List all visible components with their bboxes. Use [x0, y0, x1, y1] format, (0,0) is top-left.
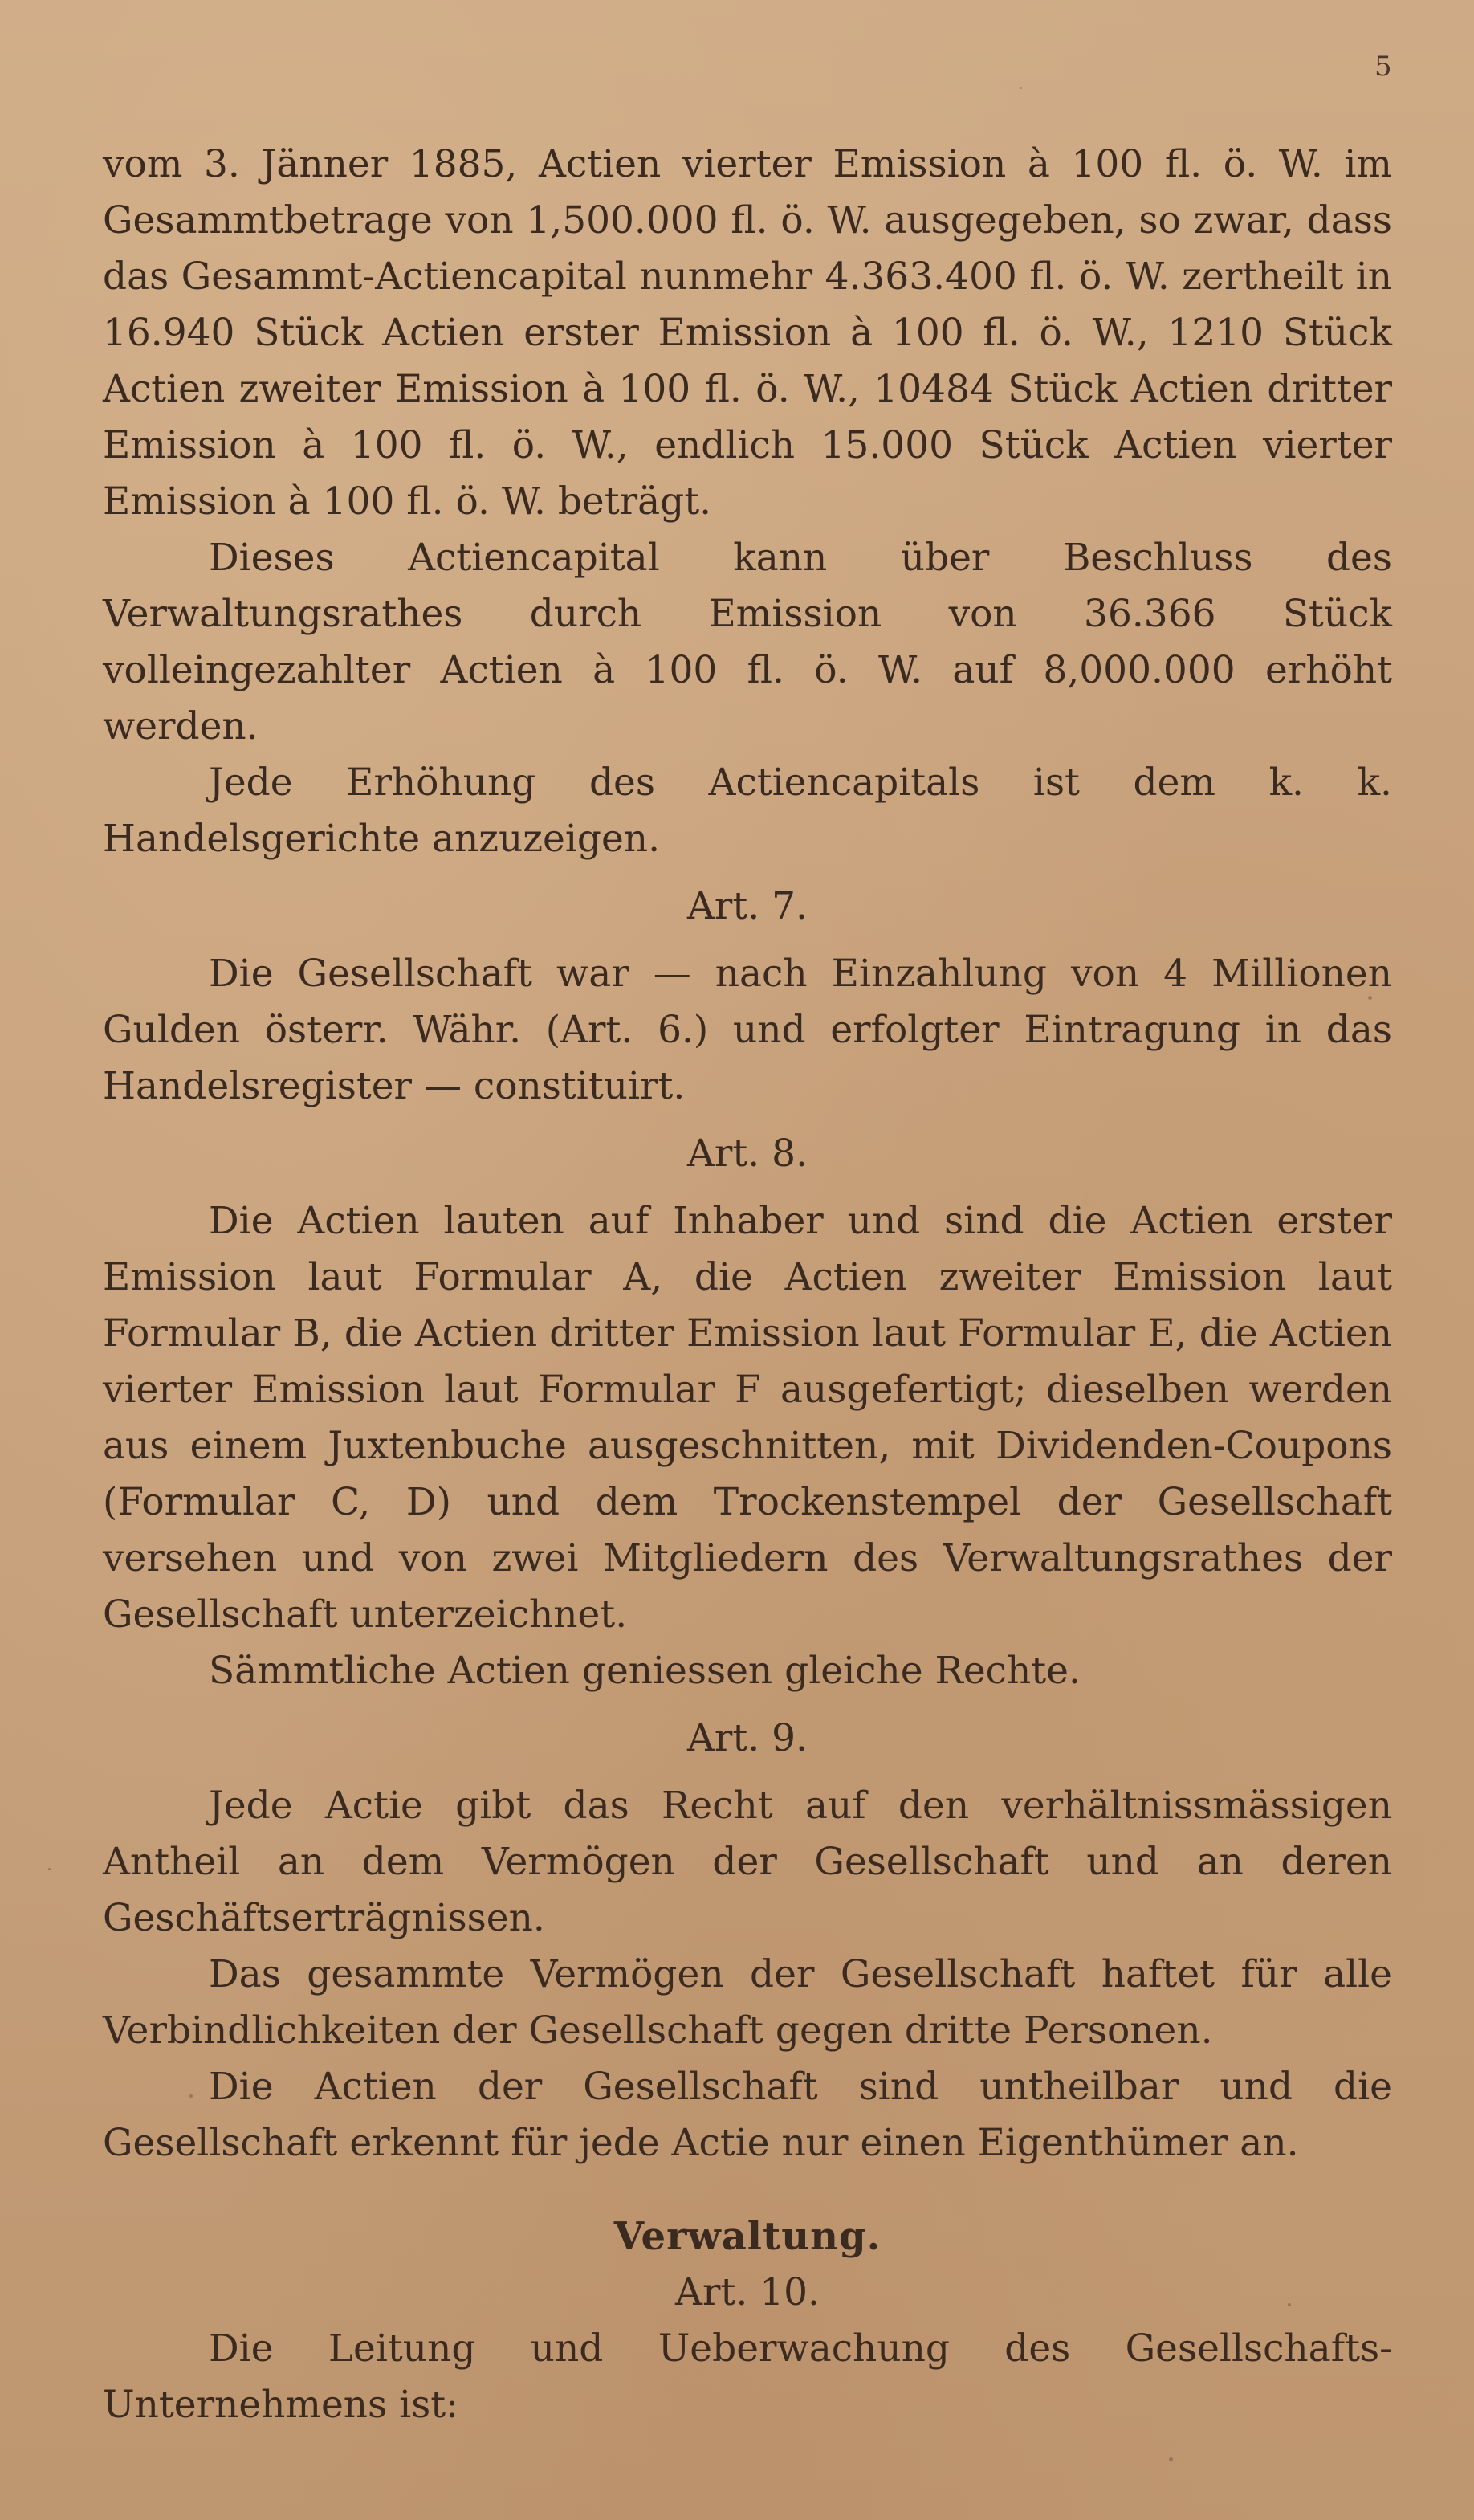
section-heading: Verwaltung. [613, 2214, 882, 2259]
page-body [103, 137, 1392, 2433]
paper-speck [1020, 87, 1022, 89]
paper-speck [331, 1041, 334, 1044]
paragraph: Dieses Actiencapital kann über Beschluss des Verwaltungsrathes durch Emission von 36.366 Stück volleingezahlter Actien à 100 fl. ö. W. auf 8,000.000 erhöht werden. [103, 536, 1392, 748]
paper-speck [1368, 996, 1372, 1000]
paper-speck [48, 1868, 51, 1870]
article-heading: Art. 8. [686, 1132, 808, 1176]
paragraph: Die Leitung und Ueberwachung des Gesellschafts-Unternehmens ist: [103, 2326, 1392, 2427]
paragraph: Jede Actie gibt das Recht auf den verhältnissmässigen Antheil an dem Vermögen der Gesellschaft und an deren Geschäftserträgnissen. [103, 1784, 1392, 1940]
paragraph: Die Gesellschaft war — nach Einzahlung von 4 Millionen Gulden österr. Währ. (Art. 6.) und erfolgter Eintragung in das Handelsregister — constituirt. [103, 952, 1392, 1108]
paragraph: Die Actien lauten auf Inhaber und sind die Actien erster Emission laut Formular A, die Actien zweiter Emission laut Formular B, die Actien dritter Emission laut Formular E, die Actien vierter Emission laut Formular F ausgefertigt; dieselben werden aus einem Juxtenbuche ausgeschnitten, mit Dividenden-Coupons (Formular C, D) und dem Trockenstempel der Gesellschaft versehen und von zwei Mitgliedern des Verwaltungsrathes der Gesellschaft unterzeichnet. [103, 1199, 1392, 1637]
paragraph: vom 3. Jänner 1885, Actien vierter Emission à 100 fl. ö. W. im Gesammtbetrage von 1,500.000 fl. ö. W. ausgegeben, so zwar, dass das Gesammt-Actiencapital nunmehr 4.363.400 fl. ö. W. zertheilt in 16.940 Stück Actien erster Emission à 100 fl. ö. W., 1210 Stück Actien zweiter Emission à 100 fl. ö. W., 10484 Stück Actien dritter Emission à 100 fl. ö. W., endlich 15.000 Stück Actien vierter Emission à 100 fl. ö. W. beträgt. [103, 142, 1392, 524]
article-heading: Art. 9. [686, 1716, 808, 1760]
article-heading: Art. 7. [686, 884, 808, 928]
paragraph: Jede Erhöhung des Actiencapitals ist dem k. k. Handelsgerichte anzuzeigen. [103, 760, 1392, 861]
article-heading: Art. 10. [675, 2270, 820, 2314]
paper-speck [1169, 2457, 1173, 2461]
page-number: 5 [1374, 51, 1392, 83]
paragraph: Das gesammte Vermögen der Gesellschaft haftet für alle Verbindlichkeiten der Gesellschaft gegen dritte Personen. [103, 1952, 1392, 2053]
paper-speck [1288, 2303, 1291, 2306]
paper-speck [189, 2094, 193, 2098]
paragraph: Sämmtliche Actien geniessen gleiche Rechte. [209, 1649, 1081, 1693]
paragraph: Die Actien der Gesellschaft sind untheilbar und die Gesellschaft erkennt für jede Actie nur einen Eigenthümer an. [103, 2065, 1392, 2165]
